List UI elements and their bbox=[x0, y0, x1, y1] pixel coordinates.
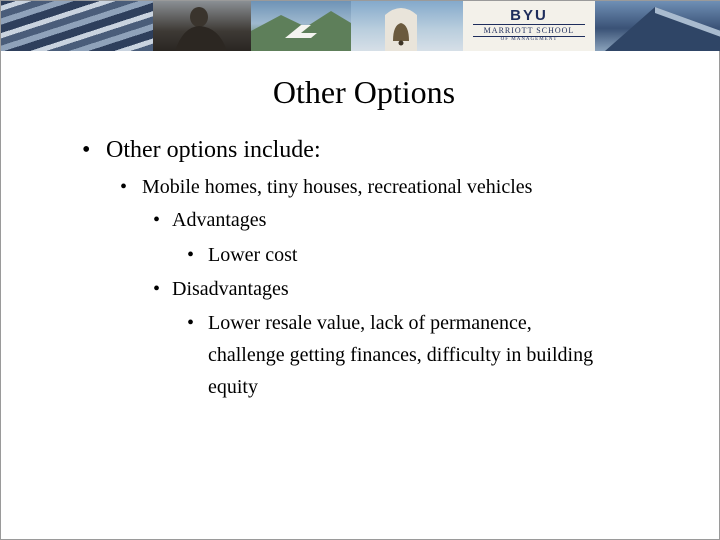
header-banner bbox=[1, 1, 720, 51]
bullet-marker: • bbox=[187, 244, 195, 266]
statue-image bbox=[153, 1, 251, 51]
bullet-text: Lower resale value, lack of permanence, challenge getting finances, difficulty in building equity bbox=[208, 312, 594, 398]
bullet-marker: • bbox=[120, 176, 128, 198]
bullet-text: Lower cost bbox=[208, 244, 298, 266]
banner-photo-building bbox=[595, 1, 720, 51]
banner-photo-architecture bbox=[1, 1, 153, 51]
byu-marriott-logo bbox=[463, 1, 595, 51]
banner-photo-mountain bbox=[251, 1, 351, 51]
banner-photo-statue bbox=[153, 1, 251, 51]
bullet-advantages bbox=[153, 207, 653, 233]
bullet-level2 bbox=[120, 174, 640, 200]
logo-rule-top bbox=[473, 24, 585, 25]
bullet-marker: • bbox=[153, 278, 161, 300]
building-image bbox=[595, 1, 720, 51]
bullet-text: Disadvantages bbox=[172, 278, 289, 300]
mountain-y-image bbox=[251, 1, 351, 51]
bullet-marker: • bbox=[82, 137, 91, 163]
bullet-disadvantages bbox=[153, 276, 653, 302]
bullet-disadvantage-item bbox=[187, 307, 607, 403]
slide-title: Other Options bbox=[272, 74, 456, 110]
logo-school-name: MARRIOTT SCHOOL bbox=[483, 26, 575, 35]
bullet-text: Mobile homes, tiny houses, recreational vehicles bbox=[142, 176, 533, 198]
logo-wordmark: BYU bbox=[510, 7, 548, 24]
logo-school-subtitle: OF MANAGEMENT bbox=[500, 37, 558, 42]
bullet-marker: • bbox=[187, 312, 195, 334]
bullet-text: Other options include: bbox=[106, 137, 321, 163]
bullet-text: Advantages bbox=[172, 209, 267, 231]
banner-photo-bell bbox=[351, 1, 463, 51]
bell-tower-image bbox=[351, 1, 463, 51]
bullet-advantage-item bbox=[187, 239, 607, 271]
bullet-marker: • bbox=[153, 209, 161, 231]
bullet-level1 bbox=[82, 135, 642, 165]
